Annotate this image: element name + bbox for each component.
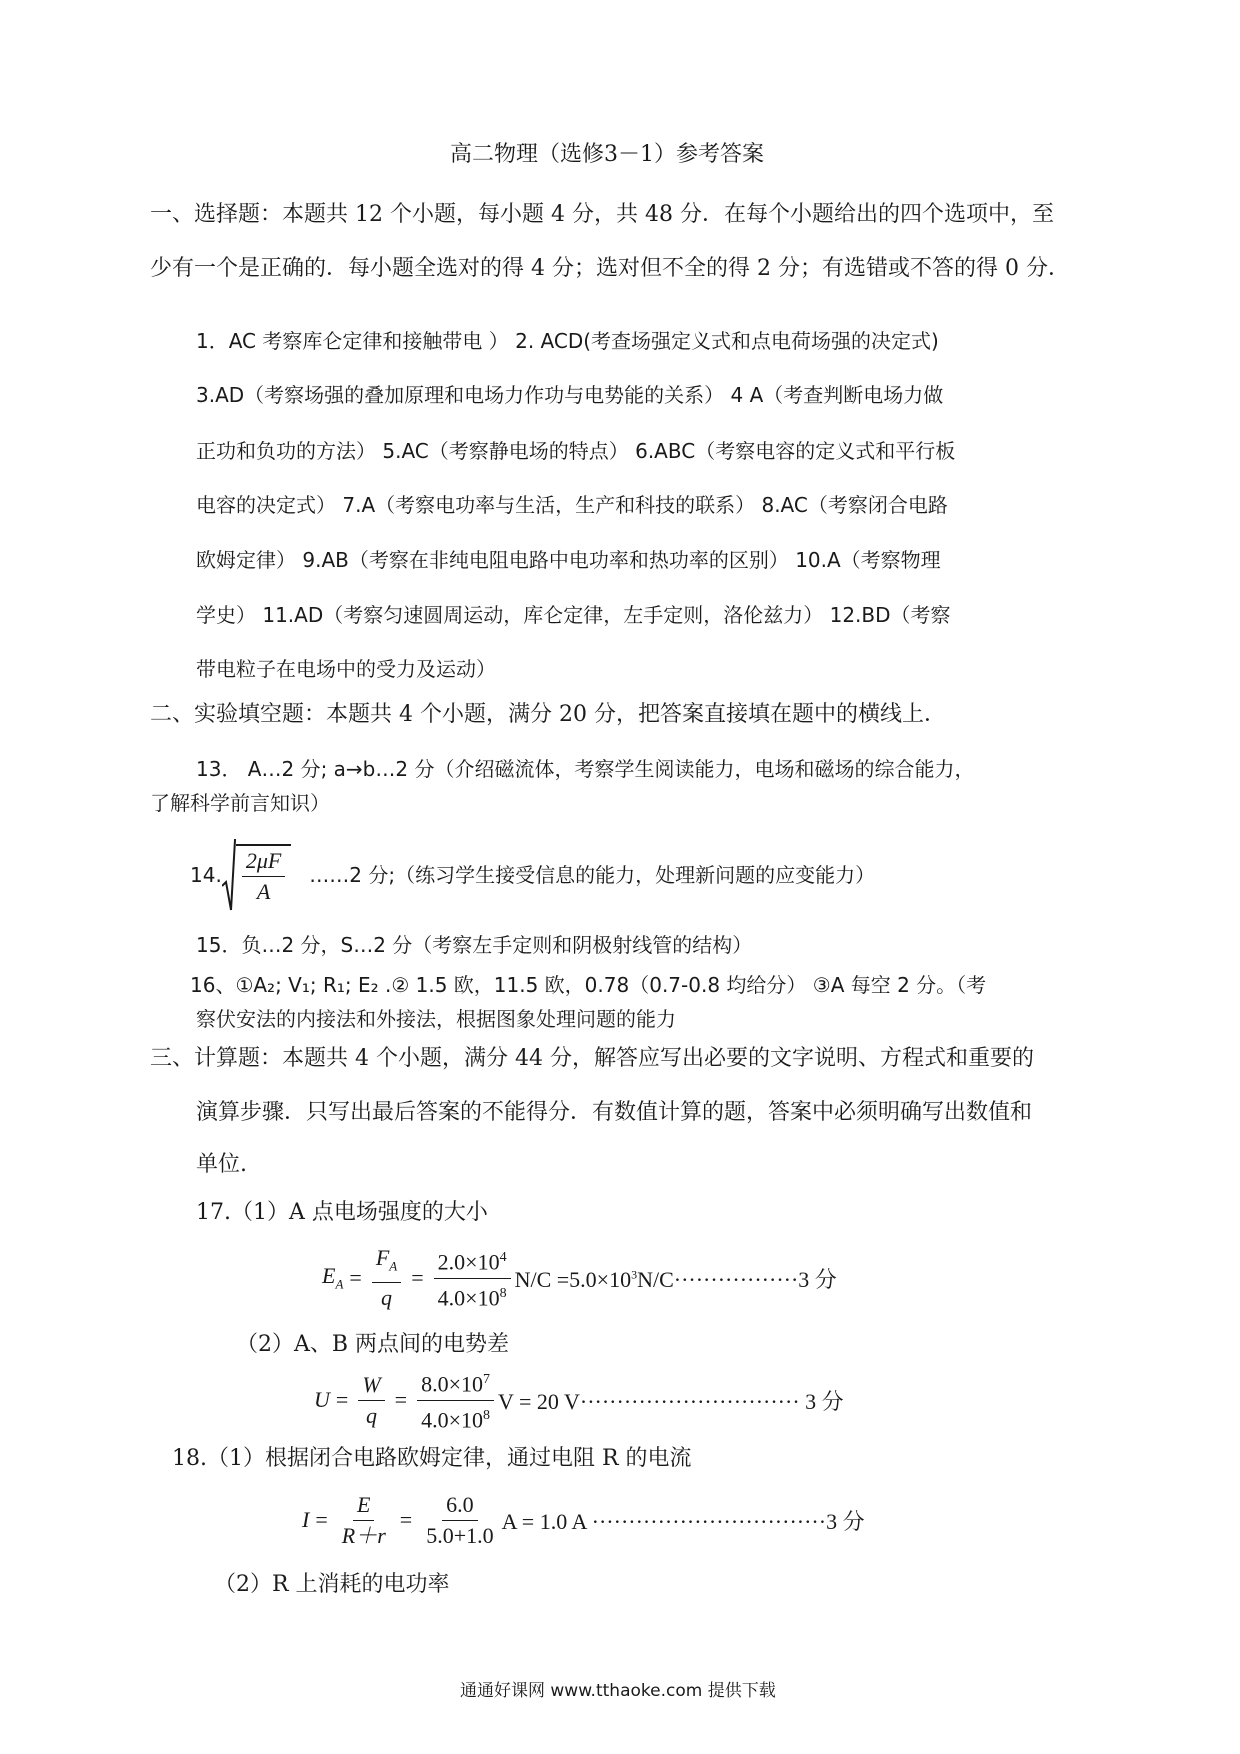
equals-sign: = <box>411 1265 424 1290</box>
answer-line: 带电粒子在电场中的受力及运动） <box>196 657 496 681</box>
q18-part-1: 18.（1）根据闭合电路欧姆定律，通过电阻 R 的电流 <box>172 1446 692 1471</box>
answer-line: 1．AC 考察库仑定律和接触带电 ） 2. ACD(考查场强定义式和点电荷场强的决定式) <box>196 329 939 353</box>
q18-eq-lhs: I <box>302 1507 310 1532</box>
eq2-lhs: U <box>314 1387 330 1412</box>
eq2-fraction-2: $\frac{8.0\times 10^7}{4.0\times 10^8}$ <box>417 1365 494 1435</box>
eq2-tail: V = 20 V······························ 3 分 <box>497 1388 844 1414</box>
eq1-fraction-1: $\frac{F_A}{q}$ <box>372 1243 401 1312</box>
q14-numerator: 2μF <box>242 846 285 877</box>
q14-line <box>190 838 875 912</box>
section-3-header-line-1: 三、计算题：本题共 4 个小题，满分 44 分，解答应写出必要的文字说明、方程式和重要的 <box>150 1046 1034 1071</box>
q17-equation-1 <box>322 1242 837 1314</box>
equals-sign: = <box>315 1507 328 1532</box>
section-1-header-line-1: 一、选择题：本题共 12 个小题，每小题 4 分，共 48 分．在每个小题给出的四个选项中，至 <box>150 202 1054 227</box>
eq1-lhs: $E_A$ <box>322 1263 344 1292</box>
radical-sign-icon <box>222 838 236 912</box>
answer-line: 电容的决定式） 7.A（考察电功率与生活，生产和科技的联系） 8.AC（考察闭合电路 <box>196 493 948 517</box>
answer-line: 正功和负功的方法） 5.AC（考察静电场的特点） 6.ABC（考察电容的定义式和平行板 <box>196 439 956 463</box>
eq1-tail: $N/C =5.0\times 10^3N/C\cdot\cdot\cdot\cdot\cdot\cdot\cdot\cdot\cdot\cdot\cdot\cdot\cdot\cdot\cdot\cdot\cdot 3$ 分 <box>514 1266 837 1292</box>
equals-sign: = <box>394 1387 408 1412</box>
q17-equation-2 <box>314 1364 844 1436</box>
q13-line-1: 13． A…2 分; a→b…2 分（介绍磁流体，考察学生阅读能力，电场和磁场的综合能力， <box>196 757 975 781</box>
q18-equation-1 <box>302 1484 865 1556</box>
equals-sign: = <box>335 1387 349 1412</box>
q16-line-1: 16、①A₂; V₁; R₁; E₂ .② 1.5 欧，11.5 欧，0.78（0.7-0.8 均给分） ③A 每空 2 分。（考 <box>190 973 987 997</box>
answer-line: 欧姆定律） 9.AB（考察在非纯电阻电路中电功率和热功率的区别） 10.A（考察物理 <box>196 548 941 572</box>
q16-line-2: 察伏安法的内接法和外接法，根据图象处理问题的能力 <box>196 1007 676 1031</box>
page-footer: 通通好课网 www.tthaoke.com 提供下载 <box>460 1681 776 1701</box>
section-3-header-line-2: 演算步骤．只写出最后答案的不能得分．有数值计算的题，答案中必须明确写出数值和 <box>196 1100 1033 1125</box>
eq2-fraction-1: $\frac{W}{q}$ <box>358 1370 384 1431</box>
equals-sign: = <box>399 1507 413 1532</box>
section-2-header: 二、实验填空题：本题共 4 个小题，满分 20 分，把答案直接填在题中的横线上． <box>150 702 946 727</box>
q18-fraction-1: $\frac{E}{R+r}$ <box>341 1491 386 1548</box>
q18-fraction-2: $\frac{6.0}{5.0+1.0}$ <box>426 1491 494 1548</box>
section-1-header-line-2: 少有一个是正确的．每小题全选对的得 4 分；选对但不全的得 2 分；有选错或不答的得 0 分． <box>150 256 1070 281</box>
answer-line: 学史） 11.AD（考察匀速圆周运动，库仑定律，左手定则，洛伦兹力） 12.BD（考察 <box>196 603 951 627</box>
eq1-fraction-2: $\frac{2.0\times 10^4}{4.0\times 10^8}$ <box>434 1243 511 1313</box>
q14-denominator: A <box>256 878 271 904</box>
q13-line-2: 了解科学前言知识） <box>150 791 330 815</box>
q17-part-2: （2）A、B 两点间的电势差 <box>236 1332 510 1357</box>
q14-rest: ……2 分;（练习学生接受信息的能力，处理新问题的应变能力） <box>309 863 876 887</box>
answer-line: 3.AD（考察场强的叠加原理和电场力作功与电势能的关系） 4 A（考查判断电场力做 <box>196 383 944 407</box>
q15-line: 15．负…2 分，S…2 分（考察左手定则和阴极射线管的结构） <box>196 933 753 957</box>
sqrt-symbol <box>222 838 291 912</box>
q18-eq-tail: A = 1.0 A ································3 分 <box>501 1508 865 1534</box>
q14-fraction <box>236 844 291 907</box>
q18-part-2: （2）R 上消耗的电功率 <box>214 1572 450 1597</box>
page-title: 高二物理（选修3－1）参考答案 <box>450 142 764 167</box>
section-3-header-line-3: 单位. <box>196 1152 247 1177</box>
equals-sign: = <box>349 1265 362 1290</box>
q17-part-1: 17.（1）A 点电场强度的大小 <box>196 1200 488 1225</box>
q14-number: 14. <box>190 863 222 887</box>
